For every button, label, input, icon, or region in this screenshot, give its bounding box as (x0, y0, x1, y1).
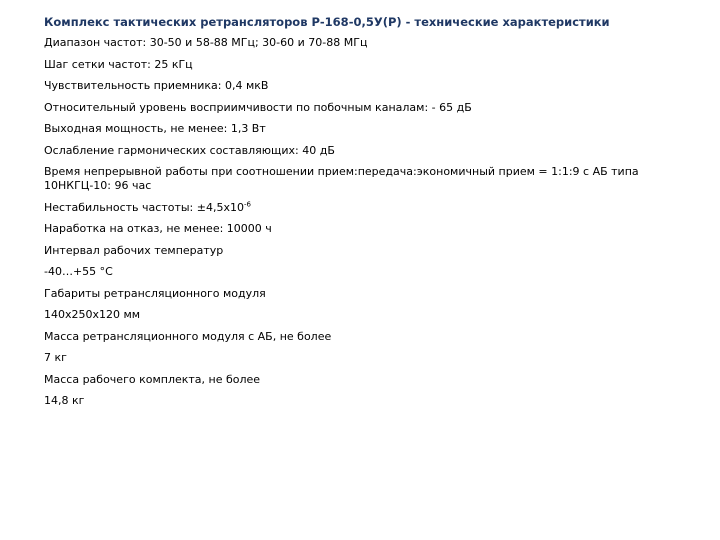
spec-continuous-operation: Время непрерывной работы при соотношении прием:передача:экономичный прием = 1:1:9 с АБ типа 10НКГЦ-10: 96 час (44, 165, 639, 192)
spec-temperature-label: Интервал рабочих температур (44, 243, 224, 257)
spec-harmonic-attenuation: Ослабление гармонических составляющих: 40 дБ (44, 143, 335, 157)
spec-dimensions-label: Габариты ретрансляционного модуля (44, 286, 266, 300)
spec-frequency-stability (44, 201, 704, 215)
spec-temperature-value: -40…+55 °С (44, 265, 113, 278)
spec-frequency-range: Диапазон частот: 30-50 и 58-88 МГц; 30-60 и 70-88 МГц (44, 36, 368, 49)
spec-receiver-sensitivity: Чувствительность приемника: 0,4 мкВ (44, 79, 269, 92)
spec-sheet (44, 14, 704, 416)
spec-spurious-rejection: Относительный уровень восприимчивости по побочным каналам: - 65 дБ (44, 100, 472, 114)
spec-module-mass-label: Масса ретрансляционного модуля с АБ, не более (44, 329, 332, 343)
stability-exponent: -6 (243, 199, 251, 208)
spec-channel-step: Шаг сетки частот: 25 кГц (44, 57, 193, 71)
spec-dimensions-value: 140x250x120 мм (44, 308, 141, 321)
document-title: Комплекс тактических ретрансляторов Р-168-0,5У(Р) - технические характеристики (44, 15, 610, 29)
spec-mtbf: Наработка на отказ, не менее: 10000 ч (44, 222, 272, 235)
spec-module-mass-value: 7 кг (44, 351, 67, 364)
stability-text: Нестабильность частоты: ±4,5x10 (44, 200, 244, 214)
spec-kit-mass-label: Масса рабочего комплекта, не более (44, 372, 261, 386)
spec-kit-mass-value: 14,8 кг (44, 394, 85, 407)
spec-output-power: Выходная мощность, не менее: 1,3 Вт (44, 122, 266, 135)
